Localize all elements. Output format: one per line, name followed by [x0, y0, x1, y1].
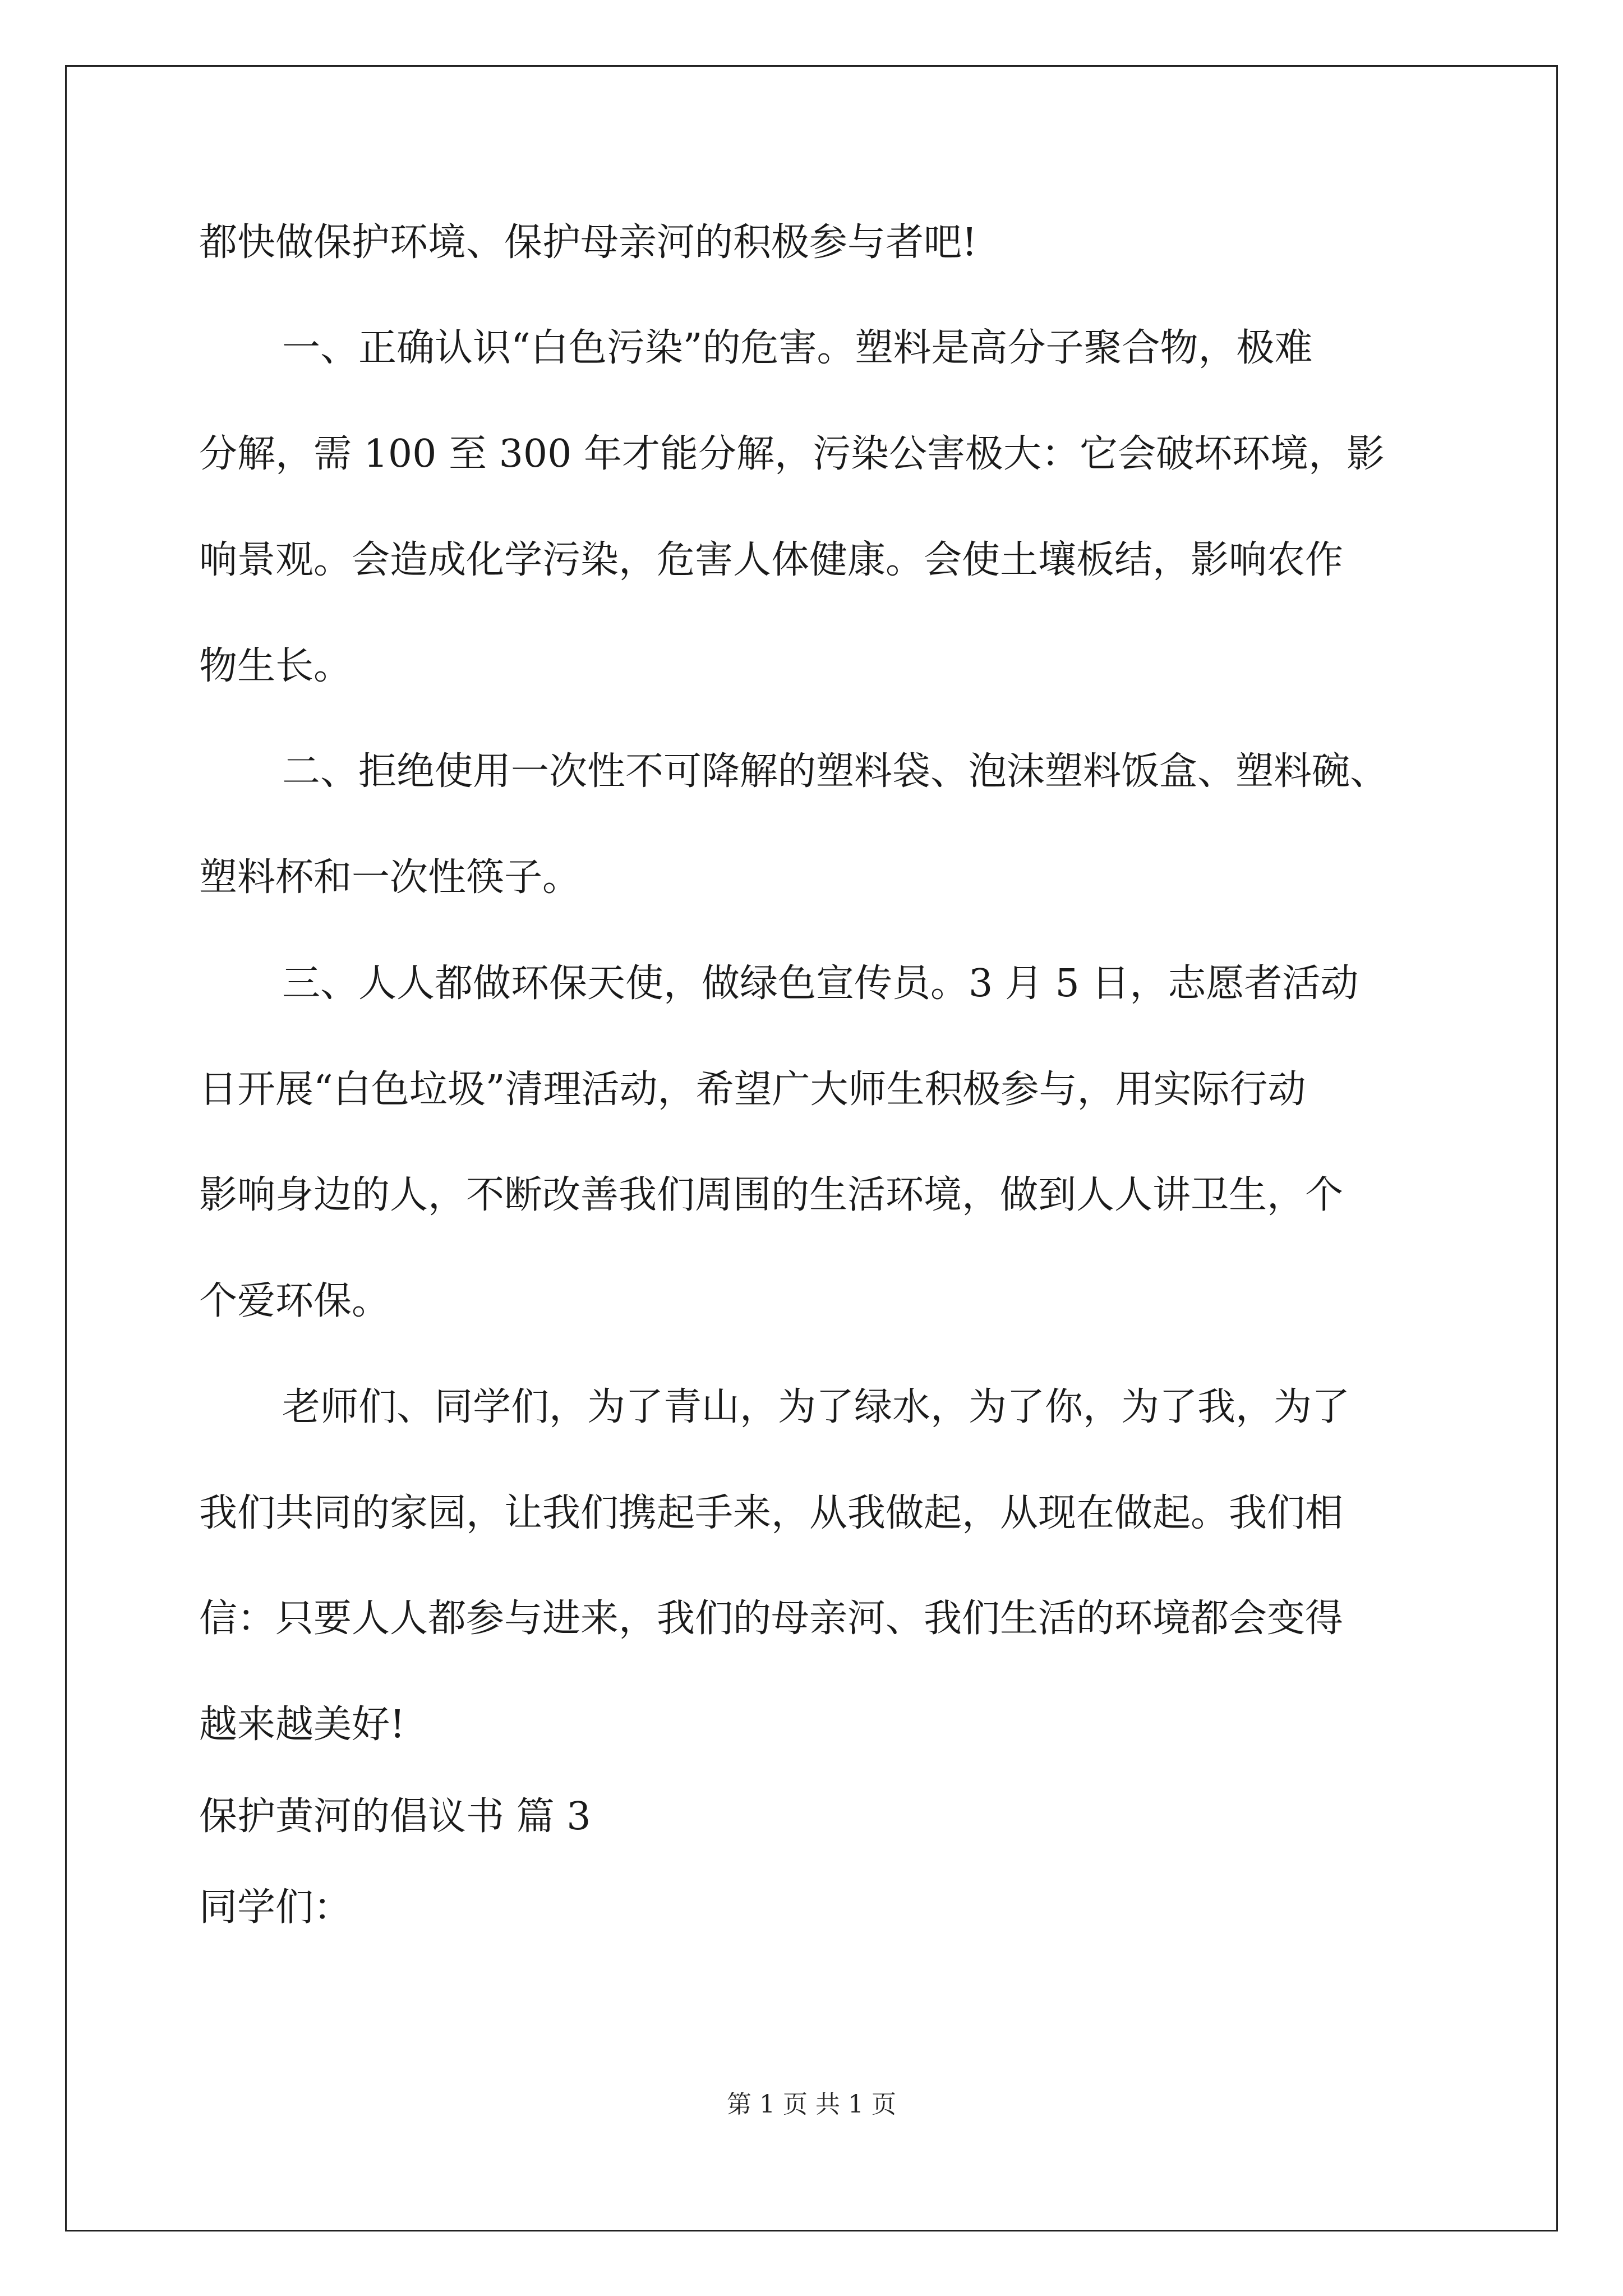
- text-line: 我们共同的家园，让我们携起手来，从我做起，从现在做起。我们相: [199, 1491, 1344, 1535]
- text-line: 二、拒绝使用一次性不可降解的塑料袋、泡沫塑料饭盒、塑料碗、: [282, 749, 1389, 794]
- text-line: 日开展“白色垃圾”清理活动，希望广大师生积极参与，用实际行动: [199, 1068, 1306, 1112]
- text-line: 老师们、同学们，为了青山，为了绿水，为了你，为了我，为了: [282, 1385, 1350, 1429]
- text-line: 物生长。: [199, 644, 352, 688]
- page-footer: 第 1 页 共 1 页: [727, 2090, 896, 2119]
- text-line: 都快做保护环境、保护母亲河的积极参与者吧!: [199, 220, 978, 265]
- text-line: 三、人人都做环保天使，做绿色宣传员。3 月 5 日，志愿者活动: [282, 961, 1359, 1006]
- salutation: 同学们：: [199, 1885, 352, 1930]
- text-line: 塑料杯和一次性筷子。: [199, 855, 581, 900]
- text-line: 个爱环保。: [199, 1279, 390, 1323]
- text-line: 一、正确认识“白色污染”的危害。塑料是高分子聚合物，极难: [282, 326, 1313, 370]
- section-heading: 保护黄河的倡议书 篇 3: [199, 1795, 591, 1839]
- text-line: 分解，需 100 至 300 年才能分解，污染公害极大：它会破坏环境，影: [199, 432, 1385, 476]
- text-line: 响景观。会造成化学污染，危害人体健康。会使土壤板结，影响农作: [199, 538, 1344, 582]
- text-line: 越来越美好!: [199, 1703, 405, 1747]
- text-line: 信：只要人人都参与进来，我们的母亲河、我们生活的环境都会变得: [199, 1596, 1344, 1641]
- text-line: 影响身边的人，不断改善我们周围的生活环境，做到人人讲卫生，个: [199, 1173, 1344, 1217]
